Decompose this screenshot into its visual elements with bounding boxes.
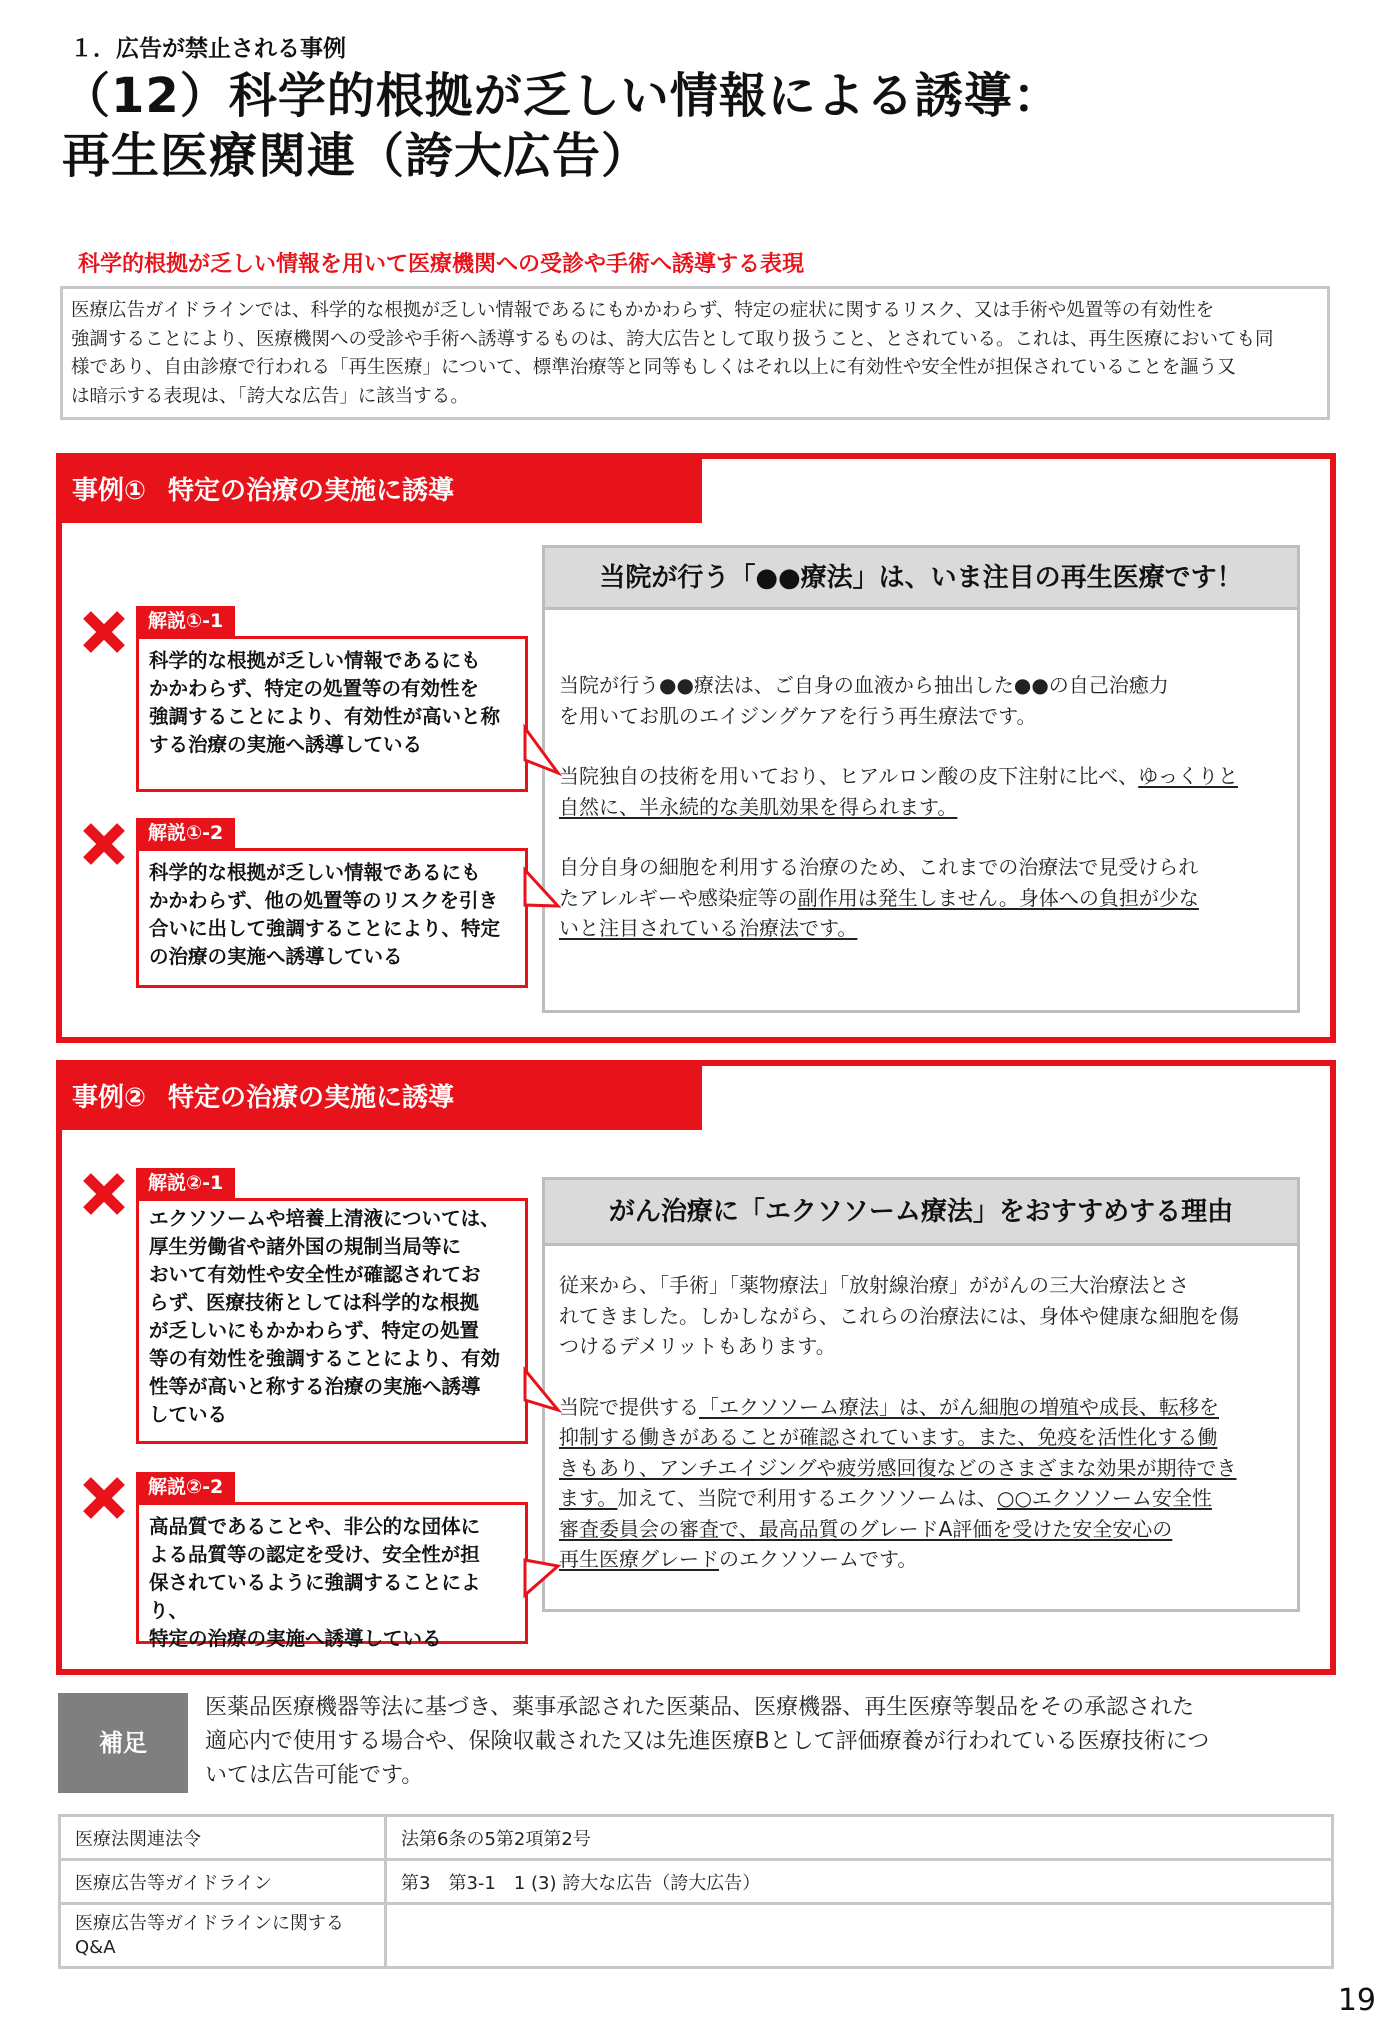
lead-heading: 科学的根拠が乏しい情報を用いて医療機関への受診や手術へ誘導する表現 bbox=[78, 252, 805, 277]
ad-text: 加えて、当院で利用するエクソソームは、 bbox=[617, 1486, 998, 1510]
ad-underlined-text: ○○エクソソーム安全性 bbox=[997, 1486, 1212, 1510]
case1-title: 特定の治療の実施に誘導 bbox=[168, 476, 455, 506]
note-line: が乏しいにもかかわらず、特定の処置 bbox=[149, 1319, 479, 1342]
reference-label: 医療広告等ガイドライン bbox=[60, 1860, 386, 1904]
intro-line: は暗示する表現は、「誇大な広告」に該当する。 bbox=[71, 385, 469, 407]
case1-header bbox=[62, 459, 702, 523]
reference-label: 医療法関連法令 bbox=[60, 1816, 386, 1860]
note-line: かかわらず、他の処置等のリスクを引き bbox=[149, 889, 499, 912]
note-line: かかわらず、特定の処置等の有効性を bbox=[149, 677, 479, 700]
note-line: 性等が高いと称する治療の実施へ誘導 bbox=[149, 1375, 481, 1398]
note-line: よる品質等の認定を受け、安全性が担 bbox=[149, 1543, 480, 1566]
note-line: 合いに出して強調することにより、特定 bbox=[149, 917, 501, 940]
case1-ad-box bbox=[542, 545, 1300, 1013]
case2-number: 事例② bbox=[72, 1083, 147, 1113]
ad-underlined-text: きもあり、アンチエイジングや疲労感回復などのさまざまな効果が期待でき bbox=[559, 1455, 1237, 1480]
supplement-line: いては広告可能です。 bbox=[205, 1763, 424, 1788]
ad-text: のエクソソームです。 bbox=[719, 1547, 918, 1571]
case2-note1-box bbox=[136, 1198, 528, 1444]
intro-line: 医療広告ガイドラインでは、科学的な根拠が乏しい情報であるにもかかわらず、特定の症状に関するリスク、又は手術や処置等の有効性を bbox=[71, 300, 1215, 321]
note-line: 等の有効性を強調することにより、有効 bbox=[149, 1347, 501, 1370]
ad-underlined-text: いと注目されている治療法です。 bbox=[559, 916, 858, 940]
supplement-label: 補足 bbox=[58, 1693, 188, 1793]
ad-text: 当院独自の技術を用いており、ヒアルロン酸の皮下注射に比べ、 bbox=[559, 764, 1139, 788]
intro-line: 様であり、自由診療で行われる「再生医療」について、標準治療等と同等もしくはそれ以上に有効性や安全性が担保されていることを謳う又 bbox=[71, 357, 1236, 378]
case1-ad-title: 当院が行う「●●療法」は、いま注目の再生医療です！ bbox=[545, 548, 1297, 610]
ad-paragraph bbox=[559, 1392, 1283, 1575]
note-line: 厚生労働省や諸外国の規制当局等に bbox=[149, 1235, 462, 1258]
cross-icon bbox=[82, 1476, 126, 1520]
ad-line: つけるデメリットもあります。 bbox=[559, 1334, 836, 1358]
reference-value: 第3 第3-1 1 (3) 誇大な広告（誇大広告） bbox=[386, 1860, 1333, 1904]
note-line: らず、医療技術としては科学的な根拠 bbox=[149, 1291, 479, 1314]
ad-text: 当院で提供する bbox=[559, 1394, 699, 1419]
note-line: 保されているように強調することにより、 bbox=[149, 1571, 481, 1622]
note-line: 強調することにより、有効性が高いと称 bbox=[149, 705, 501, 728]
case2-ad-title: がん治療に「エクソソーム療法」をおすすめする理由 bbox=[545, 1180, 1297, 1246]
supplement-text bbox=[205, 1691, 1335, 1793]
case2-ad-body bbox=[545, 1246, 1297, 1575]
table-row bbox=[60, 1860, 1333, 1904]
note-line: 科学的な根拠が乏しい情報であるにも bbox=[149, 861, 481, 884]
case1-note1-tab: 解説①-1 bbox=[136, 606, 235, 636]
note-line: の治療の実施へ誘導している bbox=[149, 945, 403, 968]
case1-note1-box bbox=[136, 636, 528, 792]
ad-underlined-text: 免疫を活性化する働 bbox=[1037, 1425, 1218, 1449]
table-row bbox=[60, 1816, 1333, 1860]
intro-line: 強調することにより、医療機関への受診や手術へ誘導するものは、誇大広告として取り扱うこと、とされている。これは、再生医療においても同 bbox=[71, 328, 1274, 350]
supplement-line: 医薬品医療機器等法に基づき、薬事承認された医薬品、医療機器、再生医療等製品をその承認された bbox=[205, 1695, 1195, 1720]
ad-underlined-text: 「エクソソーム療法」は、がん細胞の増殖や成長、転移を bbox=[699, 1394, 1219, 1419]
ad-paragraph bbox=[559, 761, 1283, 822]
reference-value: 法第6条の5第2項第2号 bbox=[386, 1816, 1333, 1860]
case1-ad-body bbox=[545, 610, 1297, 944]
note-line: する治療の実施へ誘導している bbox=[149, 733, 423, 756]
note-line: おいて有効性や安全性が確認されてお bbox=[149, 1263, 481, 1286]
reference-label bbox=[60, 1904, 386, 1968]
case2-title: 特定の治療の実施に誘導 bbox=[168, 1083, 455, 1113]
supplement-line: 適応内で使用する場合や、保険収載された又は先進医療Bとして評価療養が行われている医療技術につ bbox=[205, 1729, 1210, 1754]
page-title-line2: 再生医療関連（誇大広告） bbox=[62, 128, 651, 184]
ad-underlined-text: 自然に、半永続的な美肌効果を得られます。 bbox=[559, 794, 958, 819]
ad-underlined-text: 再生医療グレード bbox=[559, 1547, 719, 1571]
ad-text: 自分自身の細胞を利用する治療のため、これまでの治療法で見受けられ bbox=[559, 855, 1199, 879]
ad-paragraph bbox=[559, 852, 1283, 944]
table-row bbox=[60, 1904, 1333, 1968]
ad-underlined-text: 審査委員会の審査で、最高品質のグレードA評価を受けた安全安心の bbox=[559, 1516, 1173, 1541]
reference-label-line: 医療広告等ガイドラインに関する bbox=[75, 1912, 344, 1934]
ad-underlined-text: 抑制する働きがあることが確認されています。また、 bbox=[559, 1425, 1038, 1449]
note-line: 科学的な根拠が乏しい情報であるにも bbox=[149, 649, 481, 672]
page-number: 19 bbox=[1337, 1983, 1376, 2018]
case1-number: 事例① bbox=[72, 476, 147, 506]
page-title-line1: （12）科学的根拠が乏しい情報による誘導： bbox=[62, 68, 1062, 124]
reference-label-line: Q&A bbox=[75, 1936, 116, 1958]
case2-header bbox=[62, 1066, 702, 1130]
case1-note2-box bbox=[136, 848, 528, 988]
case2-ad-box bbox=[542, 1177, 1300, 1612]
note-line: エクソソームや培養上清液については、 bbox=[149, 1207, 500, 1230]
section-label: １．広告が禁止される事例 bbox=[70, 36, 346, 62]
ad-line: 従来から、「手術」「薬物療法」「放射線治療」ががんの三大治療法とさ bbox=[559, 1273, 1189, 1297]
note-line: している bbox=[149, 1403, 228, 1426]
ad-line: 当院が行う●●療法は、ご自身の血液から抽出した●●の自己治癒力 bbox=[559, 673, 1169, 697]
cross-icon bbox=[82, 1172, 126, 1216]
case1-note2-tab: 解説①-2 bbox=[136, 818, 235, 848]
reference-table bbox=[58, 1814, 1334, 1969]
note-line: 特定の治療の実施へ誘導している bbox=[149, 1627, 442, 1650]
ad-underlined-text: ゆっくりと bbox=[1138, 764, 1239, 788]
case2-note1-tab: 解説②-1 bbox=[136, 1168, 235, 1198]
ad-text: たアレルギーや感染症等の bbox=[559, 885, 798, 910]
intro-box bbox=[60, 286, 1330, 420]
ad-underlined-text: 副作用は発生しません。身体への負担が少な bbox=[797, 885, 1199, 910]
cross-icon bbox=[82, 822, 126, 866]
case2-note2-box bbox=[136, 1502, 528, 1650]
cross-icon bbox=[82, 610, 126, 654]
note-line: 高品質であることや、非公的な団体に bbox=[149, 1515, 481, 1538]
ad-line: を用いてお肌のエイジングケアを行う再生療法です。 bbox=[559, 703, 1037, 728]
ad-line: れてきました。しかしながら、これらの治療法には、身体や健康な細胞を傷 bbox=[559, 1303, 1239, 1328]
case2-note2-tab: 解説②-2 bbox=[136, 1472, 235, 1502]
ad-underlined-text: ます。 bbox=[559, 1486, 618, 1510]
reference-value bbox=[386, 1904, 1333, 1968]
